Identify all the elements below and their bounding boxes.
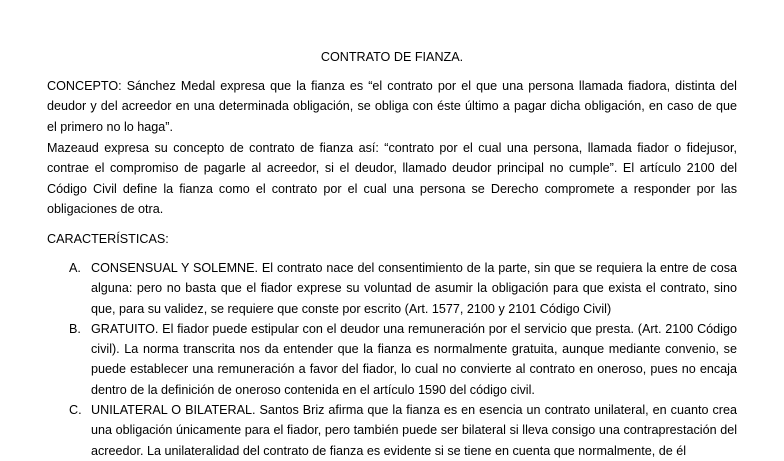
list-item bbox=[47, 400, 737, 461]
list-marker: C. bbox=[69, 403, 82, 418]
characteristics-list bbox=[47, 258, 737, 461]
list-item-text: CONSENSUAL Y SOLEMNE. El contrato nace del consentimiento de la parte, sin que se requiera la entre de cosa alguna: pero no basta que el fiador exprese su voluntad de asumir la obligación para que exista el contrato, sino que, para su validez, se requiere que conste por escrito (Art. 1577, 2100 y 2101 Código Civil) bbox=[91, 261, 737, 316]
paragraph-mazeaud: Mazeaud expresa su concepto de contrato de fianza así: “contrato por el cual una persona, llamada fiador o fidejusor, contrae el compromiso de pagarle al acreedor, si el deudor, llamado deudor principal no cumple”. El artículo 2100 del Código Civil define la fianza como el contrato por el cual una persona se Derecho compromete a responder por las obligaciones de otra. bbox=[47, 141, 737, 216]
list-item-text: GRATUITO. El fiador puede estipular con el deudor una remuneración por el servicio que presta. (Art. 2100 Código civil). La norma transcrita nos da entender que la fianza es normalmente gratuita, aunque mediante convenio, se puede establecer una remuneración a favor del fiador, lo cual no convierte al contrato en oneroso, pues no encaja dentro de la definición de oneroso contenida en el artículo 1590 del código civil. bbox=[91, 321, 737, 397]
list-marker: A. bbox=[69, 261, 81, 275]
document-title: CONTRATO DE FIANZA. bbox=[320, 50, 464, 64]
list-marker: B. bbox=[69, 321, 81, 336]
list-item bbox=[47, 258, 737, 319]
section-heading-caracteristicas: CARACTERÍSTICAS: bbox=[47, 232, 169, 246]
list-item-text: UNILATERAL O BILATERAL. Santos Briz afirma que la fianza es en esencia un contrato unilateral, en cuanto crea una obligación únicamente para el fiador, pero también puede ser bilateral si lleva consigo una contraprestación del acreedor. La unilateralidad del contrato de fianza es evidente si se tiene en cuenta que normalmente, de él bbox=[91, 403, 737, 458]
paragraph-concepto: CONCEPTO: Sánchez Medal expresa que la fianza es “el contrato por el que una persona llamada fiadora, distinta del deudor y del acreedor en una determinada obligación, se obliga con éste último a pagar dicha obligación, en caso de que el primero no lo haga”. bbox=[47, 79, 737, 134]
list-item bbox=[47, 319, 737, 400]
